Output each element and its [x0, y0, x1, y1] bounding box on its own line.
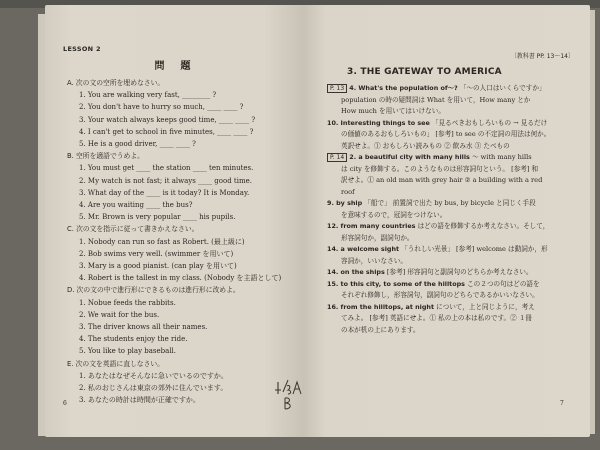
section-title: 3. THE GATEWAY TO AMERICA	[347, 67, 502, 77]
entry-heading: 10. Interesting things to see	[327, 118, 430, 127]
section-heading: E. 次の文を英語に直しなさい。	[67, 359, 164, 368]
exercise-item: 1. Nobody can run so fast as Robert. (最上級に)	[79, 237, 245, 246]
exercise-item: 3. The driver knows all their names.	[79, 323, 208, 332]
exercise-item: 1. You must get ____ the station ____ ten minutes.	[79, 164, 254, 173]
lesson-header: LESSON 2	[63, 45, 101, 53]
exercise-item: 2. 私のおじさんは東京の郊外に住んでいます。	[79, 384, 228, 393]
exercise-lines	[67, 77, 297, 406]
entry-text: 英訳せよ。① おもしろい読みもの ② 飲み水 ③ たべもの	[341, 141, 510, 150]
entry-text: 形容詞句か，副詞句か。	[341, 233, 414, 242]
right-page	[303, 5, 590, 437]
entry-text: の本が机の上にあります。	[341, 325, 420, 334]
note-continuation	[327, 313, 577, 325]
note-continuation	[327, 290, 577, 302]
entry-text: How much を用いてはいけない。	[341, 107, 445, 115]
exercise-item: 4. Robert is the tallest in my class. (Nobody を主語として)	[79, 274, 282, 283]
note-continuation	[327, 106, 577, 118]
entry-heading: 15. to this city, to some of the hilltops	[327, 279, 465, 288]
note-continuation	[327, 233, 577, 245]
exercise-item: 3. Mary is a good pianist. (can play を用いて)	[79, 262, 237, 271]
note-continuation	[327, 175, 577, 187]
exercise-item: 4. Are you waiting ____ the bus?	[79, 201, 193, 210]
entry-heading: 14. a welcome sight	[327, 245, 400, 253]
entry-text: 「〜の人口はいくらですか」	[459, 84, 546, 92]
exercise-item: 2. Bob swims very well. (swimmer を用いて)	[79, 249, 234, 258]
entry-heading: 12. from many countries	[327, 222, 416, 230]
note-entry	[327, 267, 577, 279]
exercise-item: 3. Your watch always keeps good time, ____ ____ ?	[79, 115, 256, 124]
page-number: 6	[63, 400, 67, 407]
note-continuation	[327, 129, 577, 141]
entry-text: 訳せよ。① an old man with grey hair ② a building with a red	[341, 176, 543, 184]
entry-heading: 4. What's the population of〜?	[349, 84, 458, 92]
entry-text: 容詞か，いいなさい。	[341, 256, 407, 265]
entry-text: てみよ。 [参考] 英語にせよ。① 私の上の本は私のです。② １冊	[341, 314, 533, 322]
entry-text: の価値のあるおもしろいもの」 [参考] to see の不定詞の用法は何か。	[341, 130, 551, 138]
exercise-item: 1. あなたはなぜそんなに急いでいるのですか。	[79, 371, 228, 380]
exercise-list	[67, 77, 297, 406]
exercise-item: 1. You are walking very fast, ________ ?	[79, 91, 217, 100]
note-entry	[327, 198, 577, 210]
exercise-item: 5. He is a good driver, ____ ____ ?	[79, 140, 196, 149]
exercise-item: 2. My watch is not fast; it always ____ good time.	[79, 176, 252, 185]
exercise-item: 5. You like to play baseball.	[79, 347, 177, 356]
section-heading: D. 次の文の中で進行形にできるものは進行形に改めよ。	[67, 286, 240, 295]
entry-text: 「船で」 前置詞で出た by bus, by bicycle と同じく手段	[364, 199, 536, 207]
entry-heading: 9. by ship	[327, 199, 363, 207]
entry-text: はどの語を修飾するか考えなさい。そして，	[417, 222, 550, 230]
notes-lines	[327, 83, 577, 336]
entry-text: roof	[341, 187, 355, 196]
entry-text: 〜 with many hills	[471, 153, 532, 161]
exercise-item: 2. We wait for the bus.	[79, 310, 160, 319]
section-heading: A. 次の文の空所を埋めなさい。	[67, 79, 165, 87]
entry-text: それぞれ修飾し，形容詞句，副詞句のどちらであるかいいなさい。	[341, 291, 539, 299]
entry-text: 「見るべきおもしろいもの → 見るだけ	[431, 118, 548, 127]
note-continuation	[327, 325, 577, 337]
section-heading: C. 次の文を指示に従って書きかえなさい。	[67, 225, 199, 234]
page-ref-box: P. 14	[327, 153, 347, 162]
exercise-item: 3. あなたの時計は時間が正確ですか。	[79, 396, 200, 405]
entry-heading: 16. from the hilltops, at night	[327, 302, 435, 311]
note-continuation	[327, 95, 577, 107]
exercise-item: 4. The students enjoy the ride.	[79, 335, 188, 344]
note-entry	[327, 152, 577, 164]
entry-text: について，上と同じように，考え	[436, 302, 535, 311]
note-entry	[327, 244, 577, 256]
textbook-reference: 〔教科書 PP. 13〜14〕	[510, 53, 574, 60]
entry-heading: 2. a beautiful city with many hills	[349, 153, 470, 161]
note-continuation	[327, 210, 577, 222]
entry-text: この２つの句はどの語を	[467, 279, 540, 288]
note-entry	[327, 83, 577, 95]
left-page	[45, 5, 303, 437]
page-ref-box: P. 13	[327, 84, 347, 93]
note-entry	[327, 221, 577, 233]
entry-text: を意味するので，冠詞をつけない。	[341, 210, 447, 219]
exercise-item: 5. Mr. Brown is very popular ____ his pupils.	[79, 213, 236, 222]
note-entry	[327, 279, 577, 291]
exercise-item: 4. I can't get to school in five minutes, ____ ____ ?	[79, 127, 254, 136]
note-entry	[327, 118, 577, 130]
handwritten-note	[271, 376, 309, 412]
note-entry	[327, 302, 577, 314]
note-continuation	[327, 256, 577, 268]
section-heading: B. 空所を適語でうめよ。	[67, 152, 144, 161]
note-continuation	[327, 187, 577, 199]
entry-heading: 14. on the ships	[327, 268, 385, 276]
entry-text: population の時の疑問詞は What を用いて，How many とか	[341, 95, 531, 104]
page-title: 問 題	[154, 61, 194, 72]
exercise-item: 3. What day of the ____ is it today? It is Monday.	[79, 188, 250, 197]
entry-text: [参考] 形容詞句と副詞句のどちらか考えなさい。	[386, 268, 533, 276]
entry-text: 「うれしい光景」 [参考] welcome は動詞か，形	[401, 245, 548, 253]
entry-text: は city を修飾する。このようなものは形容詞句という。 [参考] 和	[341, 164, 539, 173]
exercise-item: 1. Nobue feeds the rabbits.	[79, 298, 176, 307]
page-number-right: 7	[560, 400, 564, 407]
note-continuation	[327, 141, 577, 153]
exercise-item: 2. You don't have to hurry so much, ____ ____ ?	[79, 103, 244, 112]
note-continuation	[327, 164, 577, 176]
